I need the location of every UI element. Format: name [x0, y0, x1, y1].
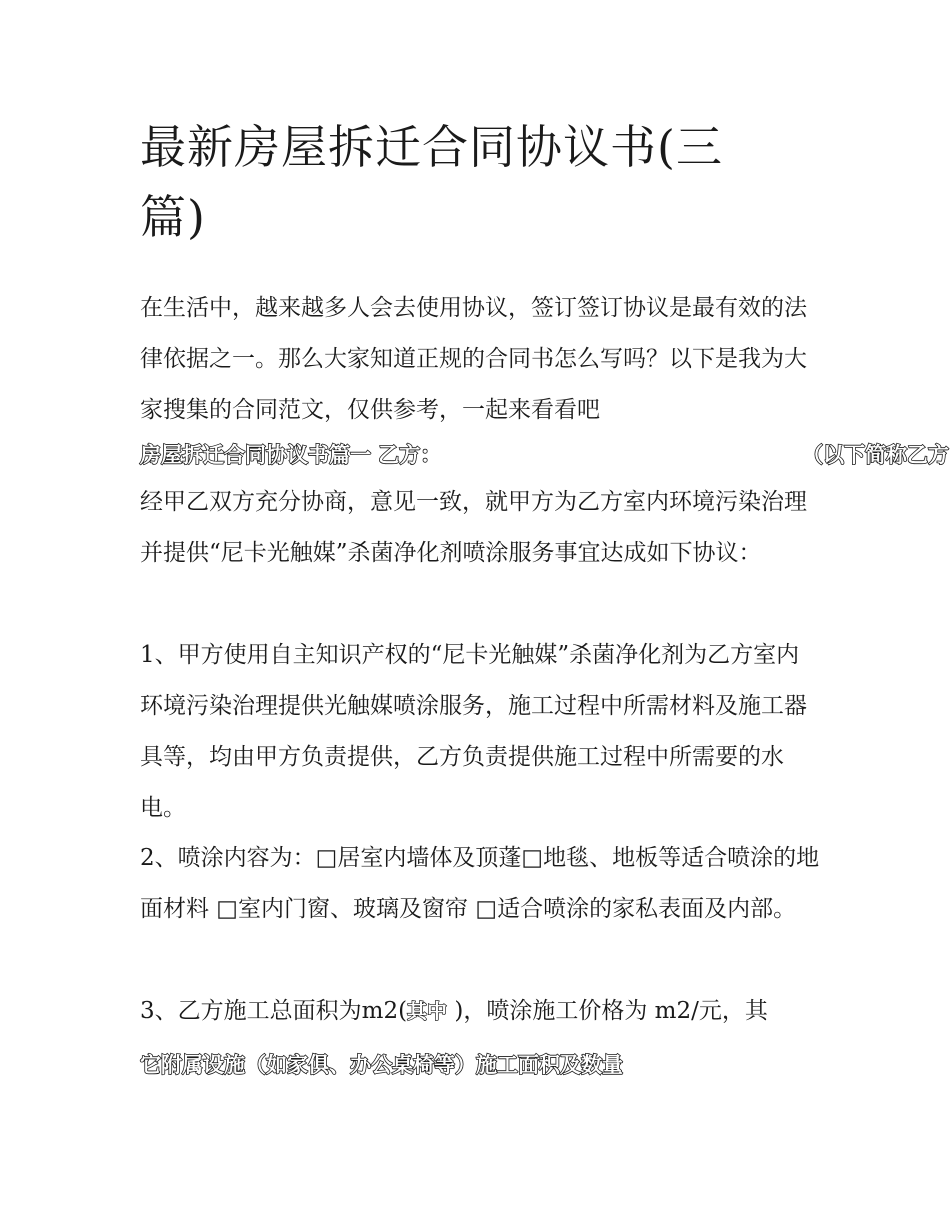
- negotiation-paragraph: 经甲乙双方充分协商，意见一致，就甲方为乙方室内环境污染治理并提供“尼卡光触媒”杀菌净化剂喷涂服务事宜达成如下协议：: [140, 489, 807, 566]
- section-heading: 房屋拆迁合同协议书篇一 乙方：: [140, 443, 442, 467]
- clause-3-lead: 3、乙方施工总面积为m2(: [140, 998, 408, 1024]
- document-title: 最新房屋拆迁合同协议书(三篇): [140, 120, 723, 244]
- section-heading-right: （以下简称乙方: [802, 443, 949, 467]
- clause-3-rest: )，喷涂施工价格为 m2/元，其: [447, 998, 768, 1024]
- clause-3-tail: 它附属设施（如家俱、办公桌椅等）施工面积及数量: [140, 1053, 623, 1077]
- intro-paragraph: 在生活中，越来越多人会去使用协议，签订签订协议是最有效的法律依据之一。那么大家知道正规的合同书怎么写吗？以下是我为大家搜集的合同范文，仅供参考，一起来看看吧: [140, 295, 807, 423]
- clause-3-outline-text: 其中: [407, 999, 448, 1023]
- clause-1: 1、甲方使用自主知识产权的“尼卡光触媒”杀菌净化剂为乙方室内环境污染治理提供光触媒喷涂服务，施工过程中所需材料及施工器具等，均由甲方负责提供，乙方负责提供施工过程中所需要的水电。: [140, 642, 807, 821]
- clause-3: [140, 986, 820, 1037]
- clause-2: 2、喷涂内容为：□居室内墙体及顶蓬□地毯、地板等适合喷涂的地面材料 □室内门窗、玻璃及窗帘 □适合喷涂的家私表面及内部。: [140, 845, 820, 922]
